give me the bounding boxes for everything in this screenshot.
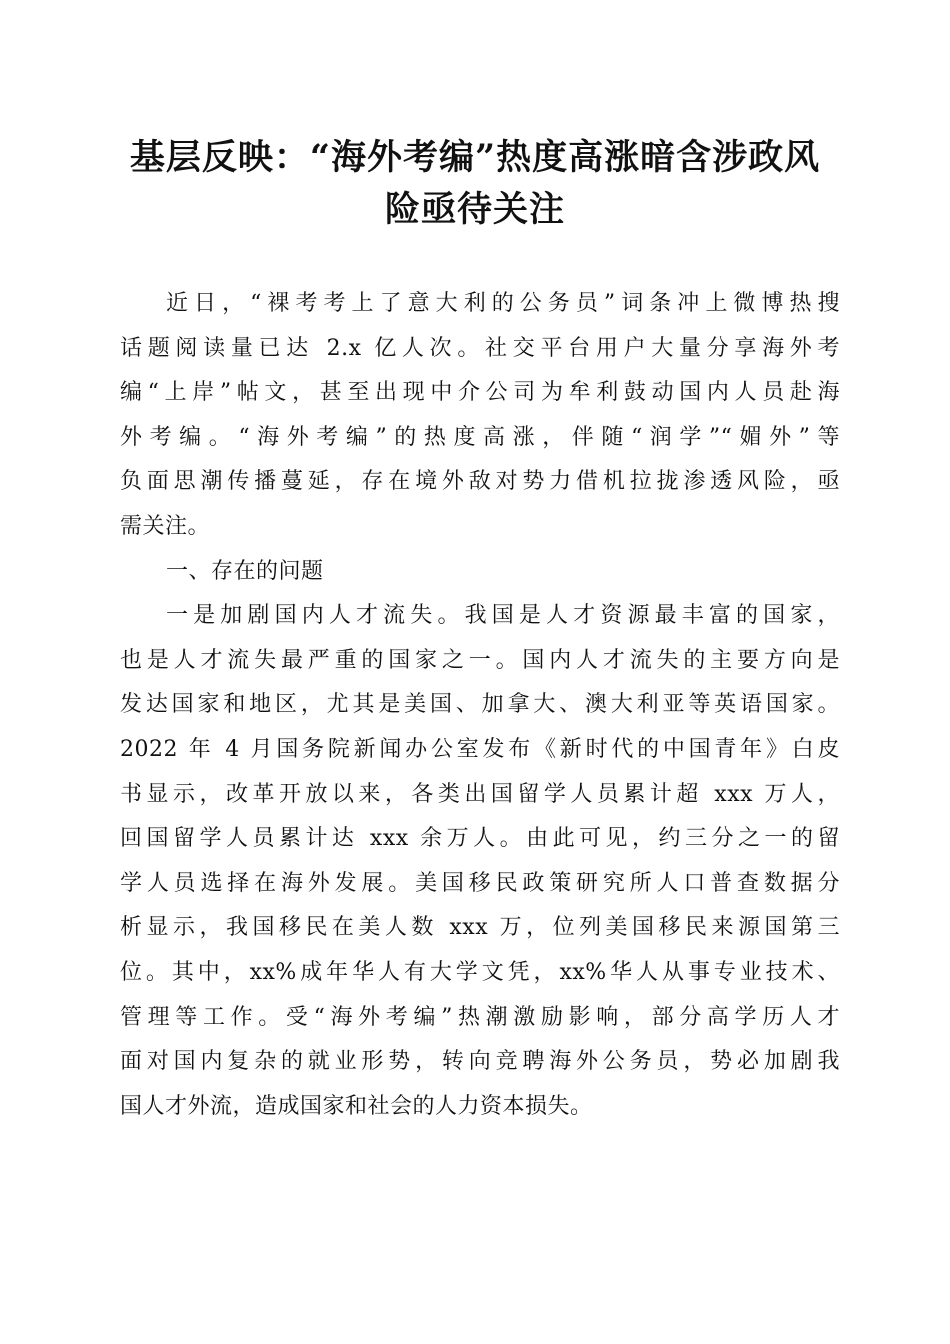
text-line: 位。其中，xx%成年华人有大学文凭，xx%华人从事专业技术、 [120,959,840,985]
title-line-1: 基层反映：“海外考编”热度高涨暗含涉政风 [129,137,821,178]
text-line: 面对国内复杂的就业形势，转向竞聘海外公务员，势必加剧我 [120,1049,840,1075]
point-1-paragraph [120,594,840,1129]
point-lead: 一是加剧国内人才流失。 [166,603,465,629]
text-line: 外考编。“海外考编”的热度高涨，伴随“润学”“媚外”等 [120,424,840,450]
text-line: 也是人才流失最严重的国家之一。国内人才流失的主要方向是 [120,647,840,673]
text-line: 回国留学人员累计达 xxx 余万人。由此可见，约三分之一的留 [120,826,840,852]
text-line [120,594,840,639]
document-title [110,132,840,236]
text-line: 话题阅读量已达 2.x 亿人次。社交平台用户大量分享海外考 [120,335,840,361]
section-heading: 一、存在的问题 [166,558,324,584]
document-body [120,282,840,1129]
text-line: 编“上岸”帖文，甚至出现中介公司为牟利鼓动国内人员赴海 [120,380,840,406]
text-line: 书显示，改革开放以来，各类出国留学人员累计超 xxx 万人， [120,781,840,807]
text-line: 近日，“裸考考上了意大利的公务员”词条冲上微博热搜 [166,291,840,316]
text-line: 2022 年 4 月国务院新闻办公室发布《新时代的中国青年》白皮 [120,736,840,762]
title-line-2: 险亟待关注 [384,189,565,230]
text-line: 需关注。 [120,513,211,539]
intro-paragraph [120,282,840,550]
text-line: 学人员选择在海外发展。美国移民政策研究所人口普查数据分 [120,870,840,896]
text-line: 析显示，我国移民在美人数 xxx 万，位列美国移民来源国第三 [120,915,840,941]
text-line: 发达国家和地区，尤其是美国、加拿大、澳大利亚等英语国家。 [120,692,840,718]
text-line: 管理等工作。受“海外考编”热潮激励影响，部分高学历人才 [120,1004,840,1030]
text-line: 负面思潮传播蔓延，存在境外敌对势力借机拉拢渗透风险，亟 [120,469,840,495]
text-line: 国人才外流，造成国家和社会的人力资本损失。 [120,1093,593,1119]
point-lead-rest: 我国是人才资源最丰富的国家， [464,603,840,629]
